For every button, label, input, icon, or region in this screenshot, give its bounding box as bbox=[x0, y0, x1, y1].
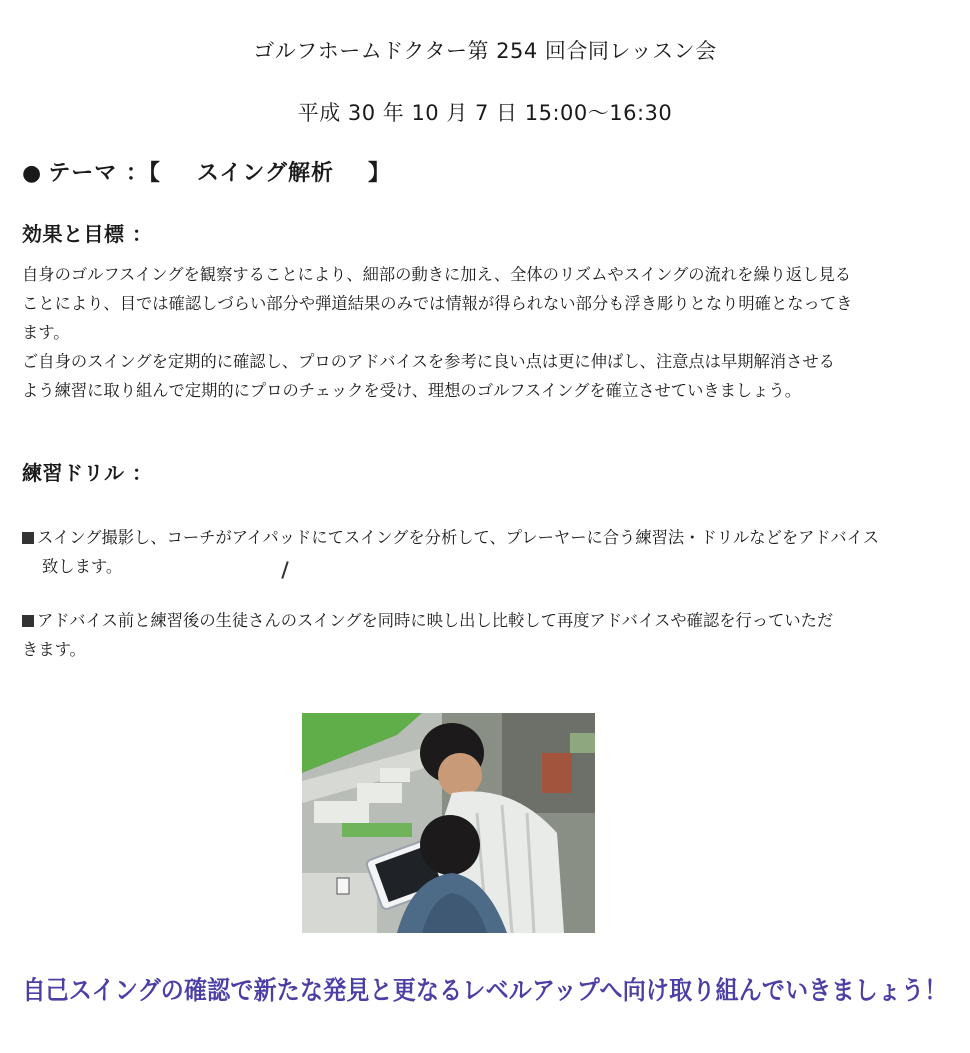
square-bullet-icon bbox=[22, 532, 34, 544]
effects-paragraph bbox=[22, 260, 957, 405]
theme-topic: スイング解析 bbox=[196, 161, 334, 186]
drill-item-1-text: スイング撮影し、コーチがアイパッドにてスイングを分析して、プレーヤーに合う練習法・ドリルなどをアドバイス bbox=[37, 528, 880, 547]
bullet-icon: ● bbox=[22, 161, 43, 186]
drill-item-2 bbox=[22, 606, 957, 664]
effects-line: ご自身のスイングを定期的に確認し、プロのアドバイスを参考に良い点は更に伸ばし、注意点は早期解消させる bbox=[22, 352, 835, 371]
effects-line: よう練習に取り組んで定期的にプロのチェックを受け、理想のゴルフスイングを確立させていきましょう。 bbox=[22, 381, 802, 400]
slogan: 自己スイングの確認で新たな発見と更なるレベルアップへ向け取り組んでいきましょう！ bbox=[22, 976, 948, 1006]
drill-item-1-cont: 致します。 bbox=[42, 557, 123, 576]
drill-heading: 練習ドリル ： bbox=[22, 461, 153, 485]
event-datetime: 平成 30 年 10 月 7 日 15:00～16:30 bbox=[297, 101, 673, 125]
square-bullet-icon bbox=[22, 615, 34, 627]
page-title: ゴルフホームドクター第 254 回合同レッスン会 bbox=[253, 39, 717, 63]
theme-label: テーマ ：【 bbox=[48, 161, 161, 186]
drill-item-2-cont: きます。 bbox=[22, 640, 86, 659]
effects-line: ことにより、目では確認しづらい部分や弾道結果のみでは情報が得られない部分も浮き彫りとなり明確となってき bbox=[22, 294, 853, 313]
theme-close: 】 bbox=[368, 161, 392, 186]
theme-line bbox=[22, 156, 391, 187]
lesson-photo bbox=[302, 713, 595, 933]
drill-item-2-text: アドバイス前と練習後の生徒さんのスイングを同時に映し出し比較して再度アドバイスや確認を行っていただ bbox=[37, 611, 834, 630]
effects-line: ます。 bbox=[22, 323, 70, 342]
drill-item-1 bbox=[22, 523, 957, 581]
effects-line: 自身のゴルフスイングを観察することにより、細部の動きに加え、全体のリズムやスイングの流れを繰り返し見る bbox=[22, 265, 852, 284]
effects-heading: 効果と目標 ： bbox=[22, 222, 153, 246]
